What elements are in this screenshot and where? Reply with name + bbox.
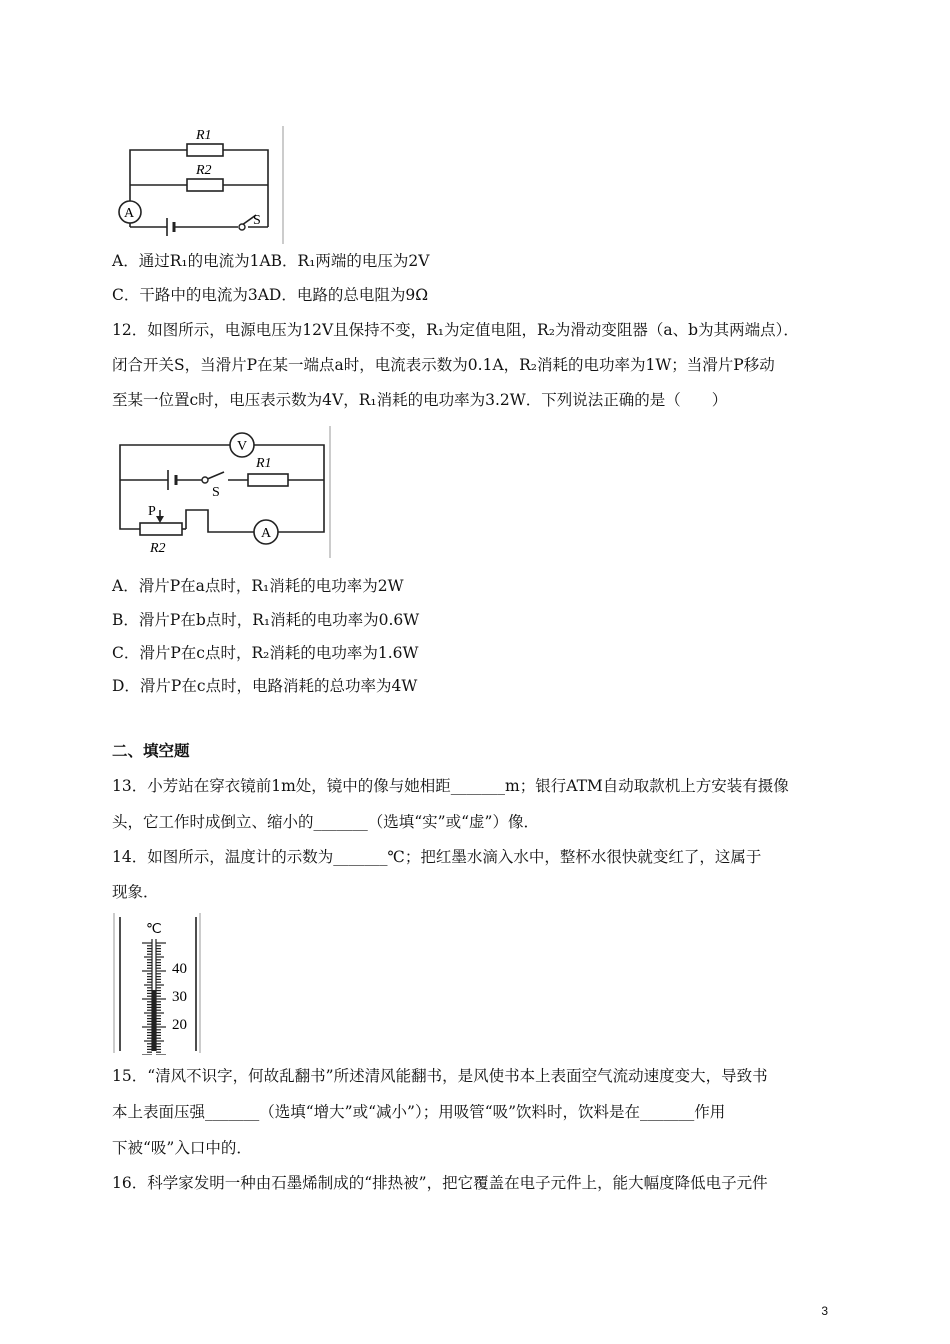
thermometer-unit-label: ℃ [146,922,162,937]
q12-option-a: A．滑片P在a点时，R₁消耗的电功率为2W [112,577,404,595]
fig12-voltmeter-label: V [237,439,248,454]
q13-line-1: 13．小芳站在穿衣镜前1m处，镜中的像与她相距_______m；银行ATM自动取款机上方安装有摄像 [112,777,789,795]
q14-line-2: 现象． [112,883,159,901]
thermometer-label-40: 40 [172,961,187,977]
fig11-r1-label: R1 [196,128,212,143]
fig12-r2-label: R2 [150,541,166,556]
thermometer-label-30: 30 [172,989,187,1005]
fig12-slider-label: P [148,504,156,519]
thermometer-figure [112,911,204,1055]
q12-option-c: C．滑片P在c点时，R₂消耗的电功率为1.6W [112,644,419,662]
q15-line-3: 下被“吸”入口中的． [112,1139,252,1157]
q15-line-2: 本上表面压强_______（选填“增大”或“减小”）；用吸管“吸”饮料时，饮料是在_______作用 [112,1103,726,1121]
q12-line-1: 12．如图所示，电源电压为12V且保持不变，R₁为定值电阻，R₂为滑动变阻器（a、b为其两端点）． [112,321,799,339]
fig11-r2-label: R2 [196,163,212,178]
q11-options-cd: C．干路中的电流为3AD．电路的总电阻为9Ω [112,286,429,304]
fig12-ammeter-label: A [261,526,272,541]
q13-line-2: 头，它工作时成倒立、缩小的_______（选填“实”或“虚”）像． [112,813,539,831]
q12-line-3: 至某一位置c时，电压表示数为4V，R₁消耗的电功率为3.2W．下列说法正确的是（ ） [112,391,728,409]
q14-line-1: 14．如图所示，温度计的示数为_______℃；把红墨水滴入水中，整杯水很快就变红了，这属于 [112,848,762,866]
thermometer-label-20: 20 [172,1017,187,1033]
fig12-switch-label: S [212,485,220,500]
fig12-r1-label: R1 [256,456,272,471]
circuit-figure-q12 [112,422,334,560]
q15-line-1: 15．“清风不识字，何故乱翻书”所述清风能翻书，是风使书本上表面空气流动速度变大，导致书 [112,1067,768,1085]
q12-line-2: 闭合开关S，当滑片P在某一端点a时，电流表示数为0.1A，R₂消耗的电功率为1W；当滑片P移动 [112,356,775,374]
page-number: 3 [821,1304,828,1318]
q11-options-ab: A．通过R₁的电流为1AB．R₁两端的电压为2V [112,252,430,270]
q12-option-d: D．滑片P在c点时，电路消耗的总功率为4W [112,677,418,695]
fig11-ammeter-label: A [124,206,135,221]
circuit-figure-q11 [112,122,288,246]
fig11-switch-label: S [253,213,261,228]
section-title: 二、填空题 [112,742,190,760]
q16-line-1: 16．科学家发明一种由石墨烯制成的“排热被”，把它覆盖在电子元件上，能大幅度降低电子元件 [112,1174,768,1192]
q12-option-b: B．滑片P在b点时，R₁消耗的电功率为0.6W [112,611,420,629]
